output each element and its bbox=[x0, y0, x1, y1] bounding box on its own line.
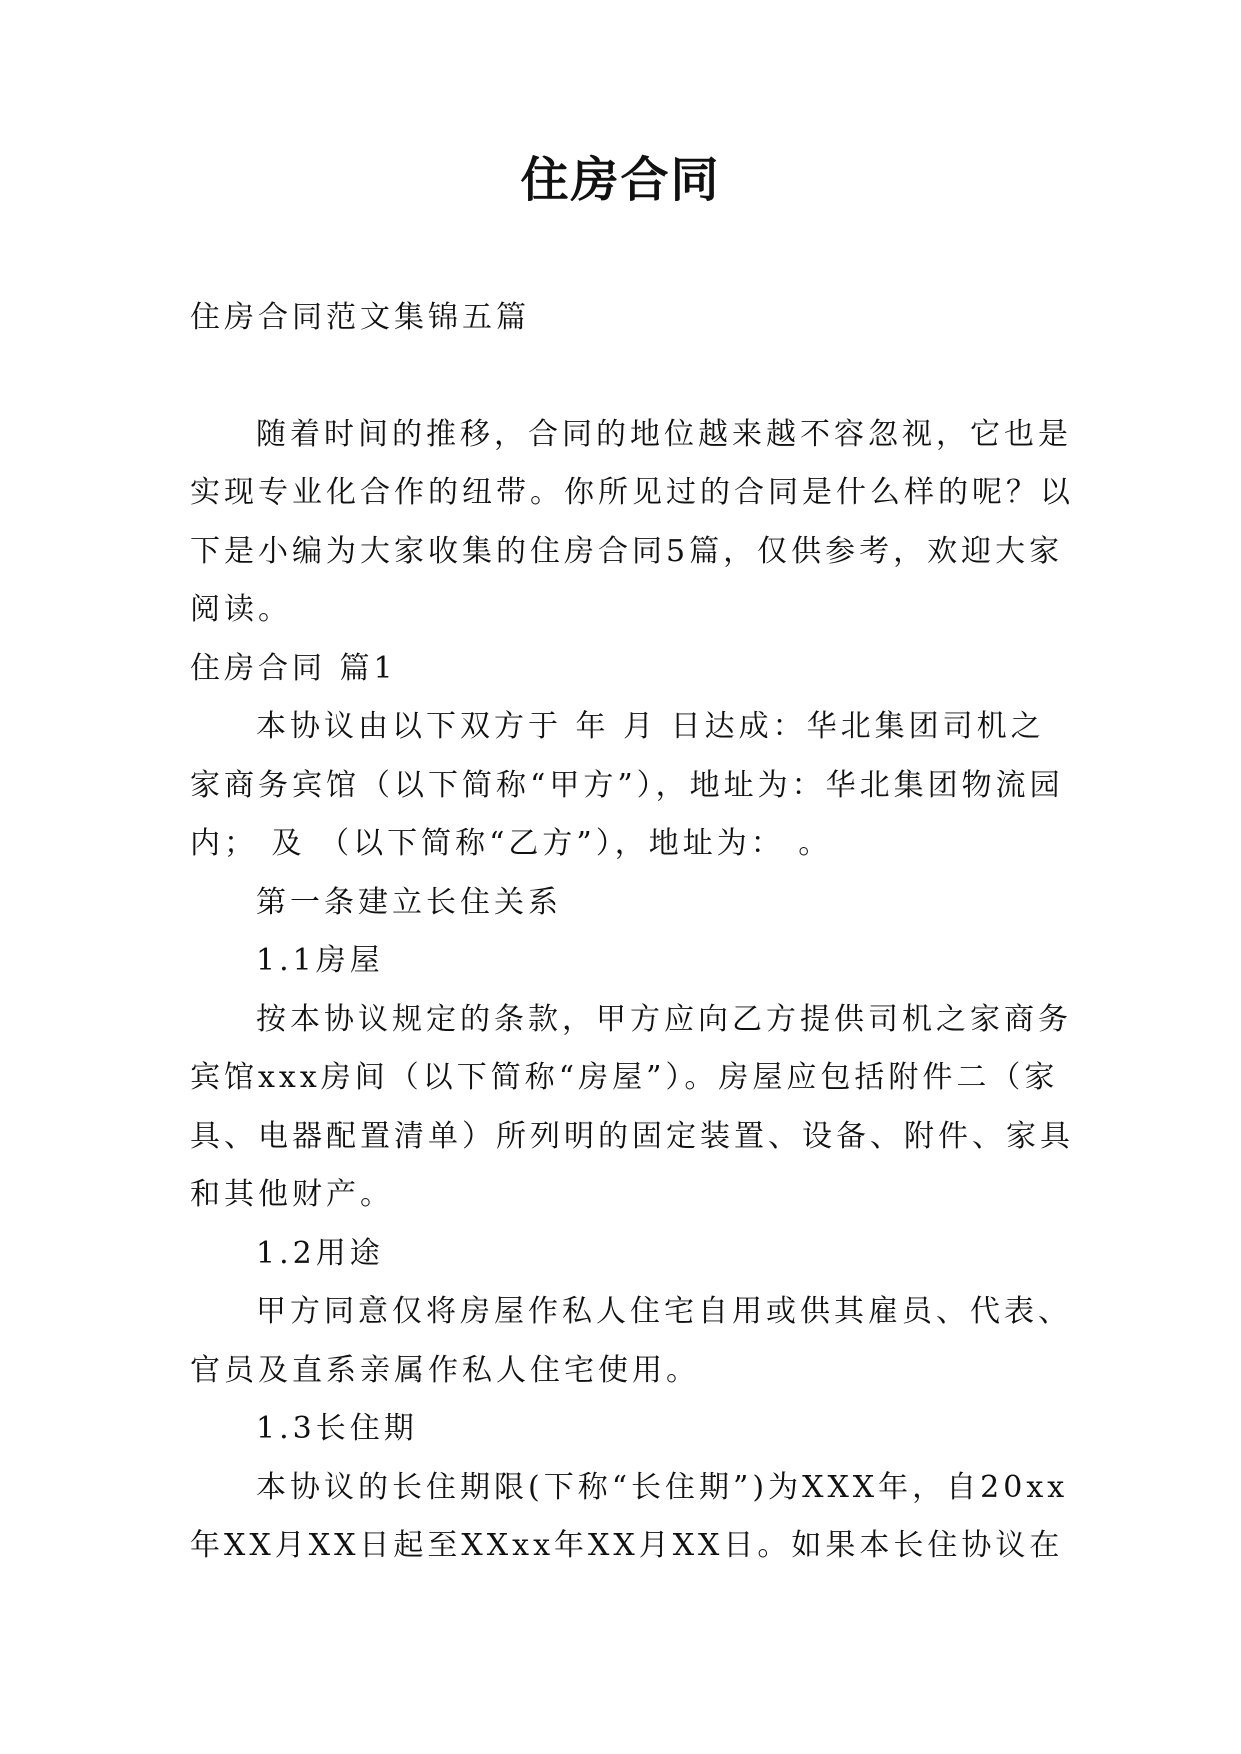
document-body bbox=[190, 289, 1074, 1576]
paragraph-line: 本协议由以下双方于 年 月 日达成：华北集团司机之 bbox=[256, 709, 1045, 744]
subclause-heading: 1.2用途 bbox=[256, 1235, 384, 1271]
paragraph-line: 家商务宾馆（以下简称“甲方”），地址为：华北集团物流园 bbox=[190, 767, 1064, 803]
paragraph-line: 年XX月XX日起至XXxx年XX月XX日。如果本长住协议在 bbox=[190, 1528, 1064, 1563]
paragraph-line: 阅读。 bbox=[190, 592, 292, 627]
paragraph-line: 内； 及 （以下简称“乙方”），地址为： 。 bbox=[190, 826, 833, 861]
section-heading: 住房合同 篇1 bbox=[190, 650, 397, 686]
paragraph-line: 随着时间的推移，合同的地位越来越不容忽视，它也是 bbox=[256, 416, 1072, 452]
paragraph-line: 宾馆xxx房间（以下简称“房屋”）。房屋应包括附件二（家 bbox=[190, 1060, 1059, 1095]
paragraph-line: 和其他财产。 bbox=[190, 1177, 394, 1212]
paragraph-line: 具、电器配置清单）所列明的固定装置、设备、附件、家具 bbox=[190, 1118, 1074, 1154]
clause-heading: 第一条建立长住关系 bbox=[256, 884, 562, 920]
paragraph-line: 下是小编为大家收集的住房合同5篇，仅供参考，欢迎大家 bbox=[190, 533, 1064, 569]
paragraph-line: 官员及直系亲属作私人住宅使用。 bbox=[190, 1352, 700, 1388]
paragraph-line: 甲方同意仅将房屋作私人住宅自用或供其雇员、代表、 bbox=[256, 1294, 1072, 1329]
subclause-heading: 1.1房屋 bbox=[256, 943, 384, 978]
paragraph-line: 实现专业化合作的纽带。你所见过的合同是什么样的呢？以 bbox=[190, 475, 1074, 510]
paragraph-line: 本协议的长住期限(下称“长住期”)为XXX年，自20xx bbox=[256, 1469, 1069, 1505]
subclause-heading: 1.3长住期 bbox=[256, 1411, 418, 1446]
document-title: 住房合同 bbox=[520, 152, 721, 208]
document-subtitle: 住房合同范文集锦五篇 bbox=[190, 300, 530, 335]
paragraph-line: 按本协议规定的条款，甲方应向乙方提供司机之家商务 bbox=[256, 1001, 1072, 1037]
